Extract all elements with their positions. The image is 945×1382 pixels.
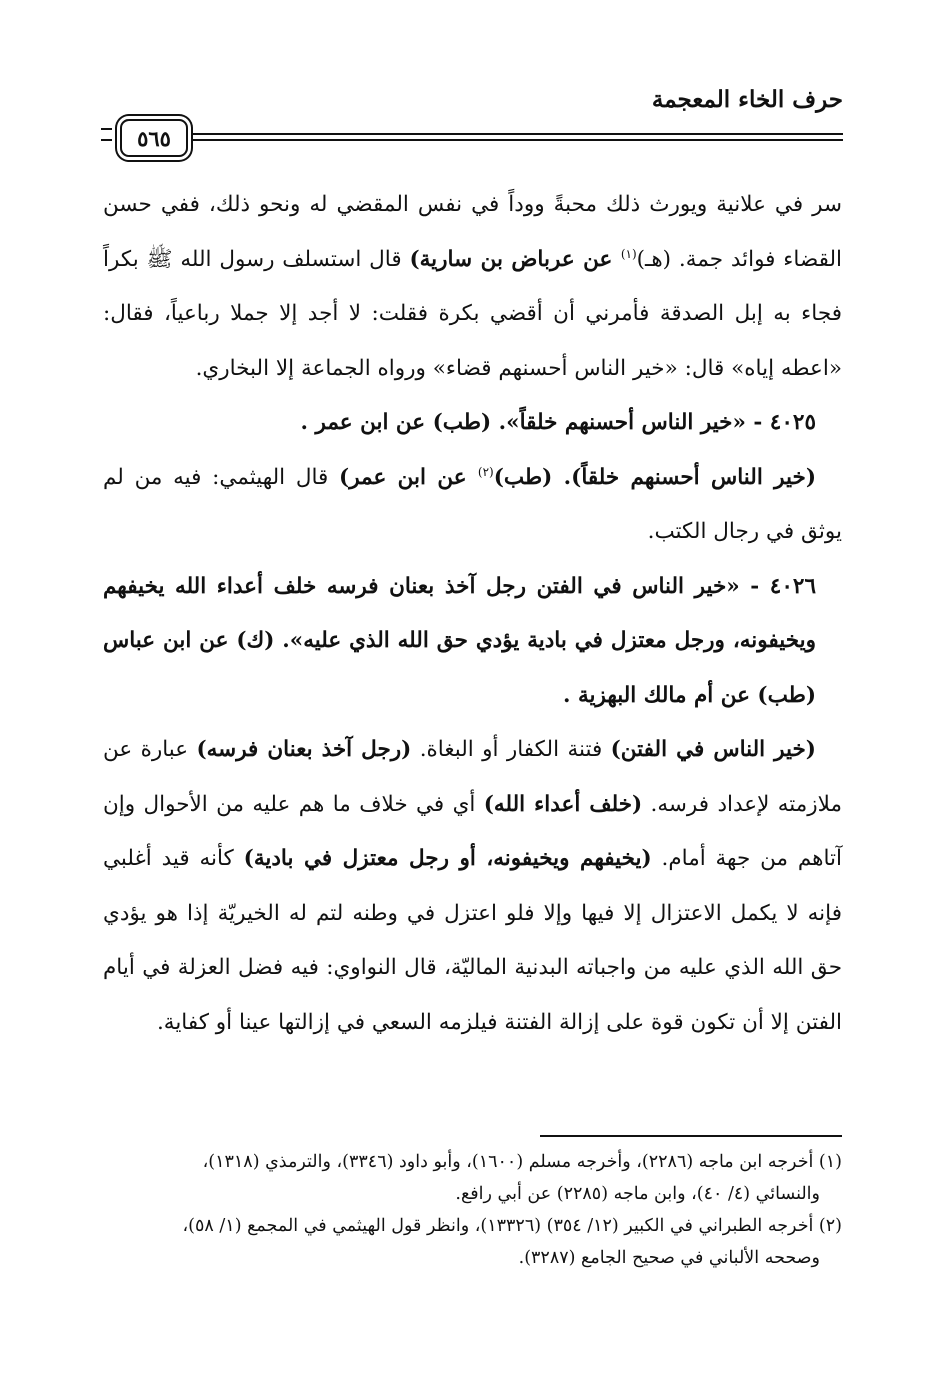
footnote-1-line-1: (١) أخرجه ابن ماجه (٢٢٨٦)، وأخرجه مسلم (١٦٠٠)، وأبو داود (٣٣٤٦)، والترمذي (١٣١٨)، (202, 1152, 842, 1172)
page-number: ٥٦٥ (120, 119, 188, 157)
commentary-paragraph (103, 451, 842, 560)
commentary-bold: (خير الناس أحسنهم خلقاً). (طب) (493, 464, 816, 490)
footnote-1-line-2: والنسائي (٤/ ٤٠)، وابن ماجه (٢٢٨٥) عن أبي رافع. (455, 1184, 820, 1204)
footnote-2-line-2: وصححه الألباني في صحيح الجامع (٣٢٨٧). (518, 1248, 820, 1268)
page-body (103, 178, 842, 1050)
header-rule (192, 133, 843, 141)
running-title: حرف الخاء المعجمة (651, 86, 843, 113)
footnote-1 (103, 1146, 842, 1178)
footnote-2-line-1: (٢) أخرجه الطبراني في الكبير (١٢/ ٣٥٤) (١٣٣٢٦)، وانظر قول الهيثمي في المجمع (١/ ٥٨)، (182, 1216, 842, 1236)
hadith-entry-4026: ٤٠٢٦ - «خير الناس في الفتن رجل آخذ بعنان فرسه خلف أعداء الله يخيفهم ويخيفونه، ورجل معتزل في بادية يؤدي حق الله الذي عليه». (ك) عن ابن عباس (طب) عن أم مالك البهزية . (103, 573, 816, 708)
footnotes (103, 1146, 842, 1274)
commentary-text: سر في علانية ويورث ذلك محبةً ووداً في نفس المقضي له ونحو ذلك، ففي حسن القضاء فوائد جمة. (هـ) (103, 192, 842, 272)
commentary-bold: (رجل آخذ بعنان فرسه) (196, 737, 412, 762)
hadith-entry-4025: ٤٠٢٥ - «خير الناس أحسنهم خلقاً». (طب) عن ابن عمر . (300, 410, 816, 435)
commentary-paragraph (103, 178, 842, 396)
footnote-1-cont (103, 1178, 842, 1210)
footnote-separator (540, 1135, 842, 1137)
footnote-ref-2: (٢) (477, 464, 494, 479)
commentary-paragraph (103, 723, 842, 1050)
footnote-ref-1: (١) (620, 246, 637, 261)
header-rule-end (101, 128, 112, 141)
commentary-text: فتنة الكفار أو البغاة. (411, 737, 611, 762)
commentary-bold: (خلف أعداء الله) (483, 791, 643, 817)
commentary-text: قال الهيثمي: فيه من لم يوثق في رجال الكتب. (103, 464, 842, 544)
footnote-2 (103, 1210, 842, 1242)
commentary-text: عبارة عن ملازمته لإعداد فرسه. (103, 737, 843, 817)
footnote-2-cont (103, 1242, 842, 1274)
commentary-bold: (يخيفهم ويخيفونه، أو رجل معتزل في بادية) (243, 846, 652, 871)
commentary-bold: (خير الناس في الفتن) (610, 737, 816, 762)
commentary-text: قال استسلف رسول الله ﷺ بكراً فجاء به إبل الصدقة فأمرني أن أقضي بكرة فقلت: لا أجد إلا جملا رباعياً، فقال: «اعطه إياه» قال: «خير الناس أحسنهم قضاء» ورواه الجماعة إلا البخاري. (103, 246, 842, 381)
commentary-bold: عن ابن عمر) (339, 464, 478, 490)
commentary-text: كأنه قيد أغلبي فإنه لا يكمل الاعتزال إلا فيها وإلا فلو اعتزل في وطنه لتم له الخيريّة إذا هو يؤدي حق الله الذي عليه من واجباته البدنية الماليّة، قال النواوي: فيه فضل العزلة في أيام الفتن إلا أن تكون قوة على إزالة الفتنة فيلزمه السعي في إزالتها عينا أو كفاية. (103, 846, 842, 1035)
commentary-bold: عن عرباض بن سارية) (409, 246, 621, 272)
commentary-text: أي في خلاف ما هم عليه من الأحوال وإن آتاهم من جهة أمام. (103, 791, 843, 871)
